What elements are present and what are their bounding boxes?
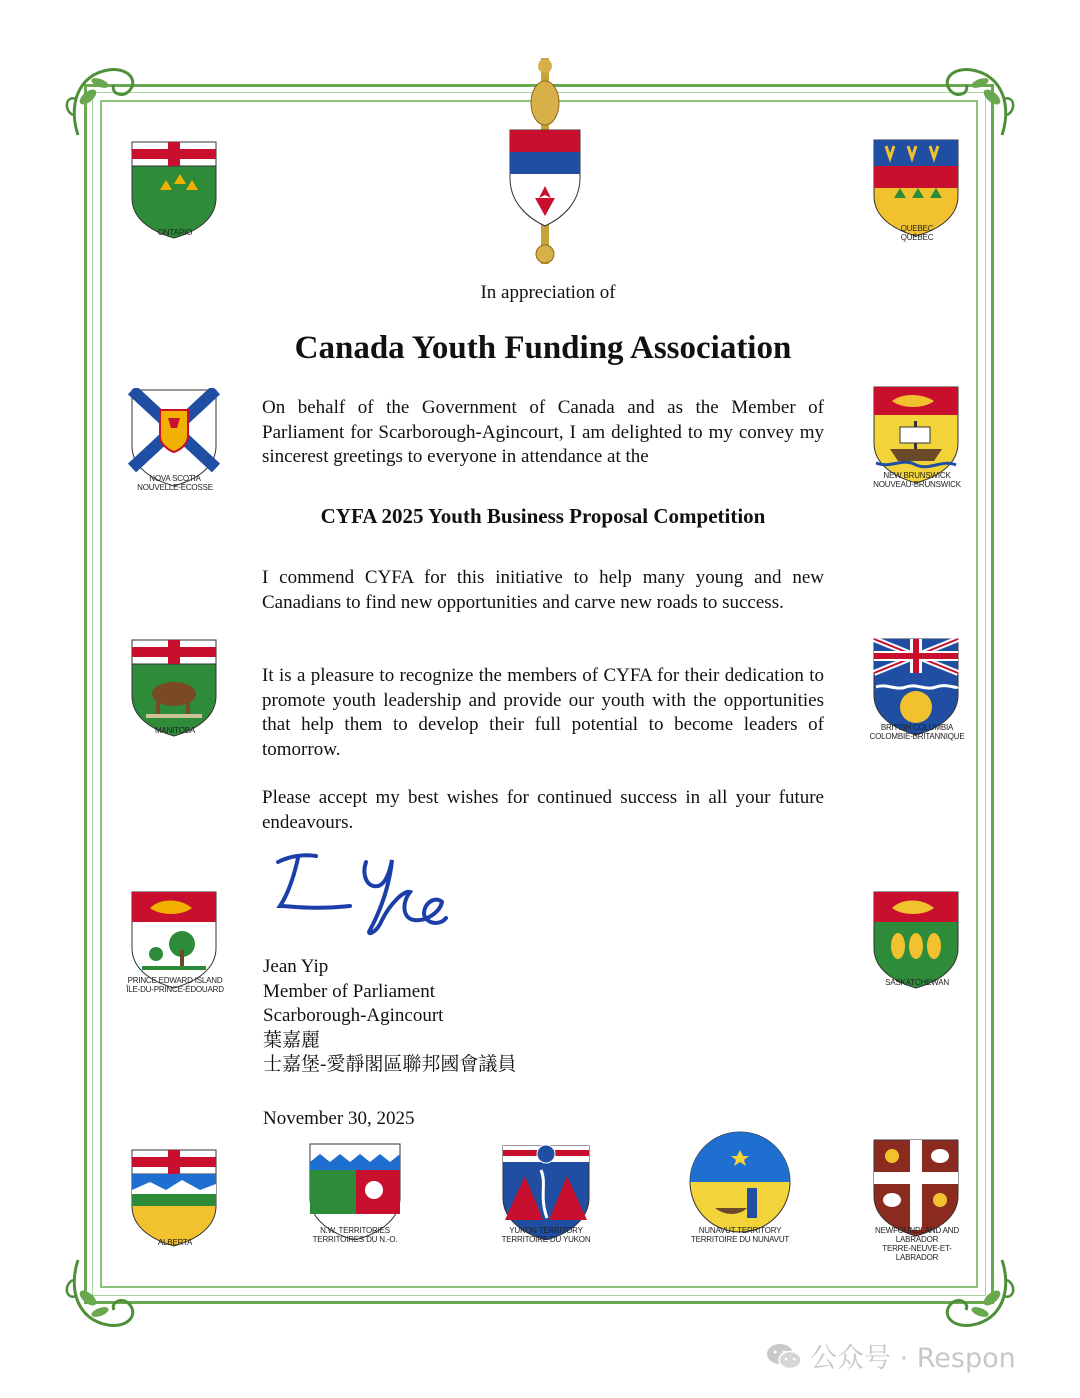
paragraph-greeting: On behalf of the Government of Canada and as the Member of Parliament for Scarborough-Agincourt, I am delighted to my convey my sincerest greetings to everyone in attendance at the bbox=[262, 397, 824, 467]
pei-shield-icon bbox=[120, 890, 230, 990]
nunavut-shield-icon bbox=[685, 1130, 795, 1234]
new-brunswick-crest bbox=[862, 385, 972, 505]
corner-flourish-icon bbox=[932, 55, 1022, 145]
handwritten-signature bbox=[270, 848, 455, 940]
manitoba-crest bbox=[120, 638, 230, 758]
nunavut-crest bbox=[685, 1130, 795, 1250]
saskatchewan-label: SASKATCHEWAN bbox=[885, 978, 949, 987]
saskatchewan-shield-icon bbox=[862, 890, 972, 990]
wechat-icon bbox=[766, 1342, 802, 1370]
pei-crest bbox=[120, 890, 230, 1010]
quebec-shield-icon bbox=[862, 138, 972, 238]
newfoundland-shield-icon bbox=[862, 1138, 972, 1238]
paragraph-wishes: Please accept my best wishes for continued success in all your future endeavours. bbox=[262, 787, 824, 833]
alberta-crest bbox=[120, 1148, 230, 1268]
signer-title-chinese: 士嘉堡-愛靜閣區聯邦國會議員 bbox=[263, 1054, 517, 1075]
new-brunswick-shield-icon bbox=[862, 385, 972, 485]
appreciation-line: In appreciation of bbox=[480, 282, 616, 303]
ontario-label: ONTARIO bbox=[157, 228, 193, 237]
nwt-shield-icon bbox=[300, 1140, 410, 1240]
signer-block bbox=[263, 955, 516, 1078]
nova-scotia-label: NOVA SCOTIA NOUVELLE-ÉCOSSE bbox=[137, 474, 213, 492]
quebec-crest bbox=[862, 138, 972, 258]
quebec-label: QUEBEC QUÉBEC bbox=[900, 224, 934, 242]
organization-title: Canada Youth Funding Association bbox=[294, 330, 792, 366]
border-line bbox=[985, 92, 986, 1296]
alberta-shield-icon bbox=[120, 1148, 230, 1248]
ontario-shield-icon bbox=[120, 140, 230, 240]
signer-name-chinese: 葉嘉麗 bbox=[263, 1029, 321, 1051]
ontario-crest bbox=[120, 140, 230, 260]
paragraph-recognize: It is a pleasure to recognize the members of CYFA for their dedication to promote youth leadership and provide our youth with the opportunities that help them to develop their full potential to become leaders of tomorrow. bbox=[262, 665, 824, 760]
british-columbia-shield-icon bbox=[862, 637, 972, 737]
yukon-label: YUKON TERRITORY TERRITOIRE DU YUKON bbox=[501, 1226, 591, 1244]
new-brunswick-label: NEW BRUNSWICK NOUVEAU-BRUNSWICK bbox=[873, 471, 961, 489]
british-columbia-label: BRITISH COLUMBIA COLOMBIE-BRITANNIQUE bbox=[869, 723, 965, 741]
canada-arms-mace-icon bbox=[500, 58, 590, 264]
alberta-label: ALBERTA bbox=[157, 1238, 193, 1247]
nwt-crest bbox=[300, 1140, 410, 1260]
signer-title: Member of Parliament bbox=[263, 980, 436, 1002]
british-columbia-crest bbox=[862, 637, 972, 757]
nova-scotia-shield-icon bbox=[120, 388, 230, 488]
border-line bbox=[92, 92, 93, 1296]
signer-riding: Scarborough-Agincourt bbox=[263, 1005, 444, 1026]
nunavut-label: NUNAVUT TERRITORY TERRITOIRE DU NUNAVUT bbox=[690, 1226, 790, 1244]
yukon-crest bbox=[491, 1140, 601, 1260]
saskatchewan-crest bbox=[862, 890, 972, 1010]
pei-label: PRINCE EDWARD ISLAND ÎLE-DU-PRINCE-ÉDOUARD bbox=[126, 976, 224, 994]
signer-name: Jean Yip bbox=[263, 956, 329, 977]
nova-scotia-crest bbox=[120, 388, 230, 508]
corner-flourish-icon bbox=[58, 55, 148, 145]
document-date: November 30, 2025 bbox=[263, 1108, 415, 1129]
border-line bbox=[92, 1295, 986, 1296]
yukon-shield-icon bbox=[491, 1140, 601, 1240]
corner-flourish-icon bbox=[932, 1250, 1022, 1340]
manitoba-shield-icon bbox=[120, 638, 230, 738]
paragraph-commend: I commend CYFA for this initiative to help many young and new Canadians to find new opportunities and carve new roads to success. bbox=[262, 567, 824, 613]
manitoba-label: MANITOBA bbox=[154, 726, 196, 735]
event-title: CYFA 2025 Youth Business Proposal Competition bbox=[320, 504, 766, 528]
newfoundland-crest bbox=[862, 1138, 972, 1262]
nwt-label: N.W. TERRITORIES TERRITOIRES DU N.-O. bbox=[312, 1226, 398, 1244]
newfoundland-label: NEWFOUNDLAND AND LABRADOR TERRE-NEUVE-ET-LABRADOR bbox=[875, 1226, 959, 1262]
watermark-text: 公众号 · Respon bbox=[810, 1343, 1016, 1374]
watermark bbox=[766, 1336, 1016, 1375]
